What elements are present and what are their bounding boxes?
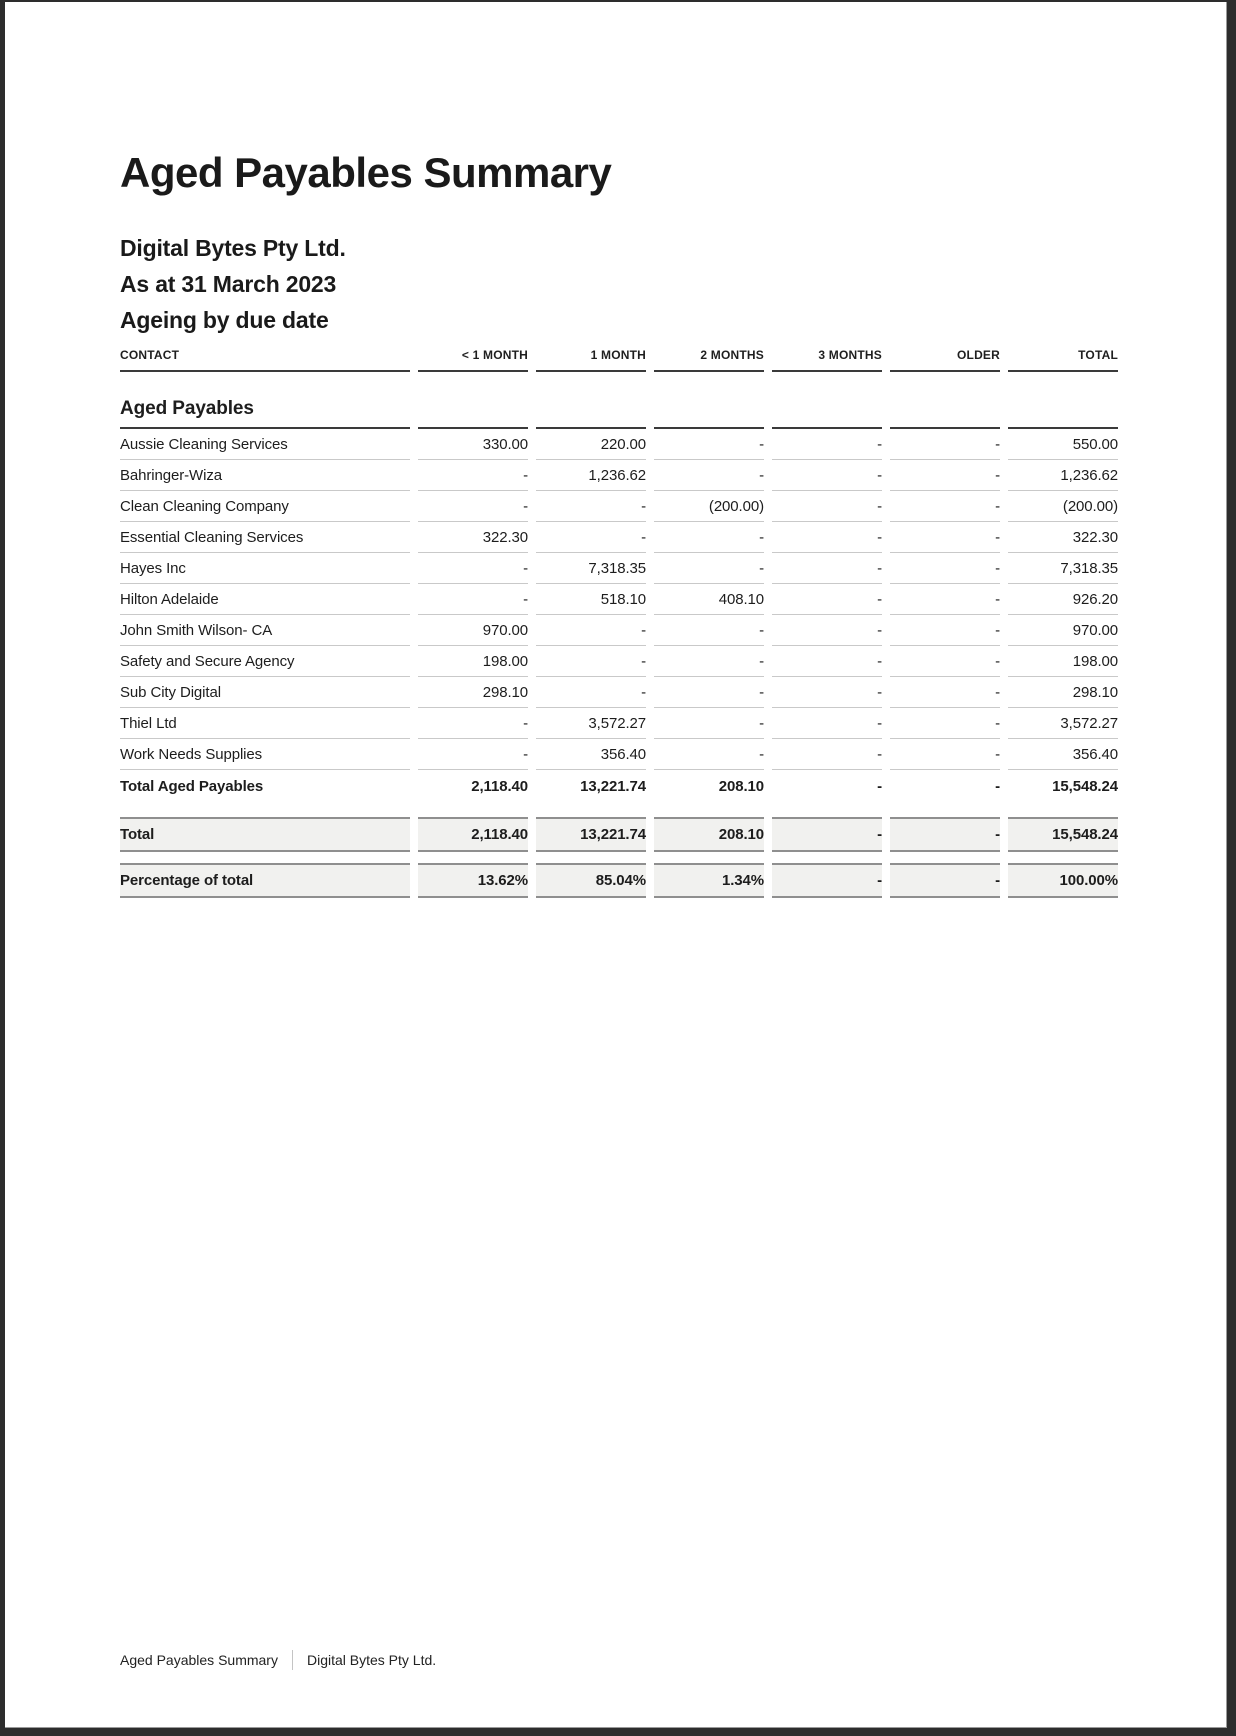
value-cell: -: [772, 615, 882, 646]
contact-cell: Work Needs Supplies: [120, 739, 410, 770]
footer-report-name: Aged Payables Summary: [120, 1652, 278, 1668]
value-cell: -: [536, 677, 646, 708]
grand-total-row-value: 13,221.74: [536, 817, 646, 852]
value-cell: -: [418, 491, 528, 522]
value-cell: -: [418, 584, 528, 615]
percentage-row-label: Percentage of total: [120, 863, 410, 898]
value-cell: -: [890, 460, 1000, 491]
value-cell: -: [418, 708, 528, 739]
value-cell: -: [654, 615, 764, 646]
section-cell-filler: [536, 372, 646, 429]
value-cell: -: [890, 677, 1000, 708]
company-name: Digital Bytes Pty Ltd.: [120, 235, 346, 261]
percentage-row-value: 85.04%: [536, 863, 646, 898]
value-cell: -: [772, 522, 882, 553]
value-cell: -: [772, 677, 882, 708]
table-row: [120, 739, 1118, 770]
value-cell: -: [890, 553, 1000, 584]
value-cell: 518.10: [536, 584, 646, 615]
table-row: [120, 708, 1118, 739]
header-row: [120, 348, 1118, 372]
value-cell: -: [890, 615, 1000, 646]
percentage-row: [120, 863, 1118, 898]
grand-total-row-value: 15,548.24: [1008, 817, 1118, 852]
value-cell: -: [890, 584, 1000, 615]
value-cell: 298.10: [418, 677, 528, 708]
value-cell: 3,572.27: [536, 708, 646, 739]
section-cell-filler: [890, 372, 1000, 429]
table-row: [120, 615, 1118, 646]
subtotal-row-value: 208.10: [718, 778, 764, 795]
percentage-row-value: 100.00%: [1008, 863, 1118, 898]
subtotal-row-value: -: [995, 778, 1000, 795]
subtotal-row-label: Total Aged Payables: [120, 778, 264, 795]
table-row: [120, 646, 1118, 677]
column-header-older: OLDER: [890, 348, 1000, 372]
report-subtitles: [120, 230, 1115, 338]
value-cell: -: [772, 460, 882, 491]
contact-cell: Hilton Adelaide: [120, 584, 410, 615]
section-row: [120, 372, 1118, 429]
value-cell: 408.10: [654, 584, 764, 615]
value-cell: 1,236.62: [1008, 460, 1118, 491]
footer: [120, 1650, 436, 1670]
table-row: [120, 491, 1118, 522]
value-cell: -: [890, 739, 1000, 770]
value-cell: 7,318.35: [536, 553, 646, 584]
contact-cell: Aussie Cleaning Services: [120, 429, 410, 460]
value-cell: 198.00: [1008, 646, 1118, 677]
value-cell: 298.10: [1008, 677, 1118, 708]
value-cell: -: [418, 739, 528, 770]
value-cell: 970.00: [418, 615, 528, 646]
grand-total-row-label: Total: [120, 817, 410, 852]
table-row: [120, 522, 1118, 553]
column-header--1-month: < 1 MONTH: [418, 348, 528, 372]
section-cell-filler: [418, 372, 528, 429]
value-cell: -: [890, 491, 1000, 522]
value-cell: -: [890, 708, 1000, 739]
footer-company: Digital Bytes Pty Ltd.: [306, 1652, 437, 1668]
footer-divider: [292, 1650, 293, 1670]
grand-total-row-value: -: [890, 817, 1000, 852]
value-cell: -: [654, 677, 764, 708]
value-cell: 220.00: [536, 429, 646, 460]
value-cell: -: [654, 522, 764, 553]
value-cell: -: [772, 708, 882, 739]
value-cell: -: [654, 646, 764, 677]
value-cell: -: [772, 553, 882, 584]
value-cell: -: [772, 646, 882, 677]
percentage-row-value: -: [890, 863, 1000, 898]
table-header: [120, 348, 1118, 372]
percentage-row-value: -: [772, 863, 882, 898]
table-row: [120, 553, 1118, 584]
value-cell: -: [536, 615, 646, 646]
section-cell-filler: [772, 372, 882, 429]
contact-cell: Clean Cleaning Company: [120, 491, 410, 522]
table-row: [120, 460, 1118, 491]
value-cell: -: [772, 491, 882, 522]
percentage-row-value: 1.34%: [654, 863, 764, 898]
spacer-cell: [120, 803, 1118, 817]
value-cell: 1,236.62: [536, 460, 646, 491]
contact-cell: Essential Cleaning Services: [120, 522, 410, 553]
value-cell: 970.00: [1008, 615, 1118, 646]
ageing-basis: Ageing by due date: [120, 307, 329, 333]
report-date: As at 31 March 2023: [120, 271, 337, 297]
spacer-row: [120, 852, 1118, 863]
contact-cell: Hayes Inc: [120, 553, 410, 584]
percentage-row-value: 13.62%: [418, 863, 528, 898]
value-cell: 330.00: [418, 429, 528, 460]
subtotal-row-value: 13,221.74: [580, 778, 646, 795]
grand-total-row-value: 208.10: [654, 817, 764, 852]
table-row: [120, 677, 1118, 708]
value-cell: -: [654, 553, 764, 584]
subtotal-row-value: 15,548.24: [1052, 778, 1118, 795]
value-cell: 926.20: [1008, 584, 1118, 615]
report-title: Aged Payables Summary: [120, 149, 612, 196]
column-header-1-month: 1 MONTH: [536, 348, 646, 372]
value-cell: -: [536, 522, 646, 553]
table-body: [120, 372, 1118, 898]
value-cell: -: [654, 460, 764, 491]
value-cell: (200.00): [1008, 491, 1118, 522]
table-row: [120, 584, 1118, 615]
value-cell: -: [890, 522, 1000, 553]
column-header-total: TOTAL: [1008, 348, 1118, 372]
value-cell: -: [772, 429, 882, 460]
contact-cell: Thiel Ltd: [120, 708, 410, 739]
value-cell: -: [418, 460, 528, 491]
column-header-2-months: 2 MONTHS: [654, 348, 764, 372]
value-cell: -: [654, 739, 764, 770]
value-cell: 550.00: [1008, 429, 1118, 460]
contact-cell: Sub City Digital: [120, 677, 410, 708]
report-page: [5, 2, 1227, 1728]
section-header: Aged Payables: [120, 372, 410, 429]
value-cell: -: [418, 553, 528, 584]
value-cell: 322.30: [418, 522, 528, 553]
section-cell-filler: [654, 372, 764, 429]
value-cell: -: [772, 739, 882, 770]
column-header-3-months: 3 MONTHS: [772, 348, 882, 372]
value-cell: (200.00): [654, 491, 764, 522]
subtotal-row: [120, 770, 1118, 803]
payables-table: [112, 348, 1126, 898]
subtotal-row-value: -: [877, 778, 882, 795]
grand-total-row-value: 2,118.40: [418, 817, 528, 852]
spacer-row: [120, 803, 1118, 817]
section-cell-filler: [1008, 372, 1118, 429]
spacer-cell: [120, 852, 1118, 863]
table-row: [120, 429, 1118, 460]
value-cell: -: [654, 708, 764, 739]
value-cell: 322.30: [1008, 522, 1118, 553]
report-content: [5, 148, 1226, 898]
column-header-contact: CONTACT: [120, 348, 410, 372]
contact-cell: John Smith Wilson- CA: [120, 615, 410, 646]
contact-cell: Safety and Secure Agency: [120, 646, 410, 677]
value-cell: 3,572.27: [1008, 708, 1118, 739]
value-cell: -: [890, 646, 1000, 677]
grand-total-row-value: -: [772, 817, 882, 852]
value-cell: -: [654, 429, 764, 460]
grand-total-row: [120, 817, 1118, 852]
value-cell: 356.40: [1008, 739, 1118, 770]
value-cell: -: [772, 584, 882, 615]
value-cell: -: [890, 429, 1000, 460]
value-cell: 7,318.35: [1008, 553, 1118, 584]
value-cell: 356.40: [536, 739, 646, 770]
subtotal-row-value: 2,118.40: [471, 778, 528, 795]
value-cell: -: [536, 491, 646, 522]
contact-cell: Bahringer-Wiza: [120, 460, 410, 491]
value-cell: 198.00: [418, 646, 528, 677]
value-cell: -: [536, 646, 646, 677]
